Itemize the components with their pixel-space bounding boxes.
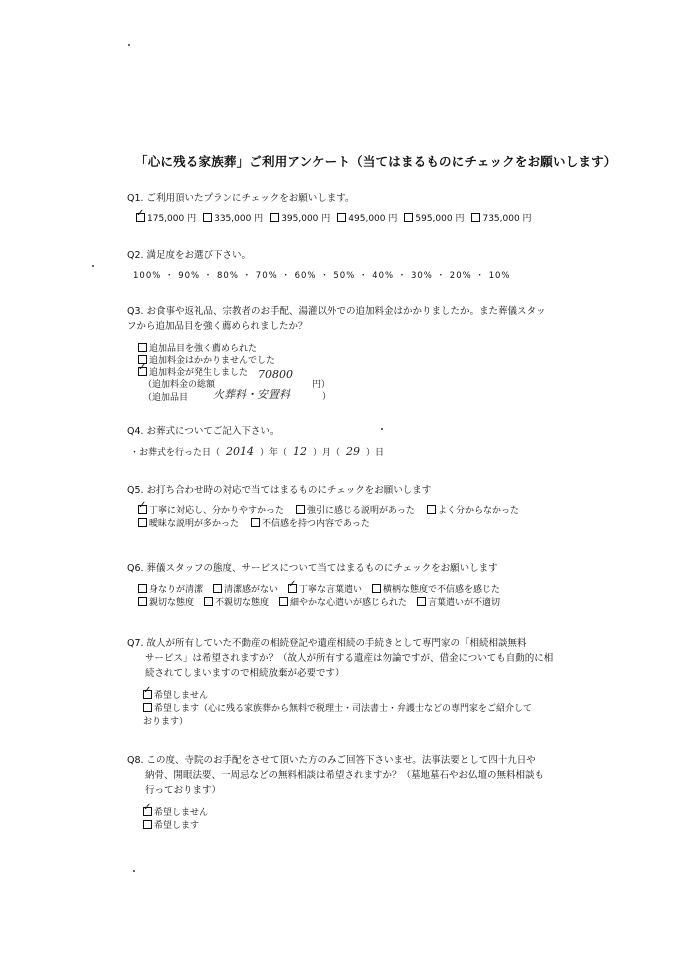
q1-option-1[interactable]: ✓ 175,000 円	[136, 211, 196, 224]
checkbox[interactable]	[296, 505, 305, 514]
checkbox[interactable]	[143, 703, 152, 712]
q4-question: Q4. お葬式についてご記入下さい。	[127, 426, 280, 437]
checkbox[interactable]	[138, 518, 147, 527]
checkbox[interactable]	[417, 597, 426, 606]
checkbox[interactable]	[337, 213, 346, 222]
q3-items-value[interactable]: 火葬料・安置料	[213, 388, 290, 401]
q7-option-2-line2: おります）	[143, 717, 189, 727]
scan-speck	[92, 265, 94, 267]
q6-option-4[interactable]: 横柄な態度で不信感を感じた	[372, 582, 500, 595]
checkbox-checked[interactable]	[143, 690, 152, 699]
checkbox[interactable]	[138, 584, 147, 593]
q6-option-7[interactable]: 細やかな心遣いが感じられた	[279, 595, 407, 608]
q6-option-3[interactable]: ✓ 丁寧な言葉遣い	[288, 582, 362, 595]
q7-question-line3: 続されてしまいますので相続放棄が必要です）	[145, 668, 345, 679]
q8-question-line1: Q8. この度、寺院のお手配をさせて頂いた方のみご回答下さいませ。法事法要として四十九日や	[127, 755, 536, 766]
scan-speck	[128, 44, 130, 46]
q3-question-line2: フから追加品目を強く薦められましたか？	[127, 321, 308, 332]
q1-options	[136, 211, 532, 224]
checkbox[interactable]	[471, 213, 480, 222]
q1-question: Q1. ご利用頂いたプランにチェックをお願いします。	[127, 193, 355, 204]
checkbox[interactable]	[372, 584, 381, 593]
q2-satisfaction-scale[interactable]: 100% ・ 90% ・ 80% ・ 70% ・ 60% ・ 50% ・ 40% ・ 30% ・ 20% ・ 10%	[133, 271, 511, 281]
scan-speck	[381, 428, 383, 430]
q8-question-line3: 行っております）	[145, 785, 222, 796]
checkbox[interactable]	[251, 518, 260, 527]
q5-question: Q5. お打ち合わせ時の対応で当てはまるものにチェックをお願いします	[127, 485, 432, 496]
q8-option-1[interactable]: ✓希望しません	[143, 805, 208, 818]
q7-option-2[interactable]: 希望します（心に残る家族葬から無料で税理士・司法書士・弁護士などの専門家をご紹介して	[143, 701, 532, 714]
q2-question: Q2. 満足度をお選び下さい。	[127, 250, 252, 261]
q3-option-3[interactable]: ✓追加料金が発生しました	[138, 365, 248, 378]
q1-option-4[interactable]: 495,000 円	[337, 211, 397, 224]
q6-option-5[interactable]: 親切な態度	[138, 595, 194, 608]
q4-year-value[interactable]: 2014	[226, 445, 255, 458]
q3-total-label: （追加料金の総額	[143, 380, 216, 390]
q7-option-1[interactable]: ✓希望しません	[143, 688, 208, 701]
checkbox-checked[interactable]	[143, 807, 152, 816]
q3-option-1[interactable]: 追加品目を強く薦められた	[138, 341, 257, 354]
checkbox[interactable]	[427, 505, 436, 514]
checkbox[interactable]	[279, 597, 288, 606]
q4-date-row	[130, 445, 384, 458]
checkbox[interactable]	[204, 597, 213, 606]
q7-question-line1: Q7. 故人が所有していた不動産の相続登記や遺産相続の手続きとして専門家の「相続相談無料	[127, 638, 527, 649]
q5-row1	[138, 503, 519, 516]
scan-speck	[133, 870, 135, 872]
q4-date-prefix: ・お葬式を行った日（	[130, 448, 221, 458]
survey-title: 「心に残る家族葬」ご利用アンケート（当てはまるものにチェックをお願いします）	[135, 154, 617, 169]
q3-total-unit: 円）	[312, 380, 331, 390]
q3-option-2[interactable]: 追加料金はかかりませんでした	[138, 353, 275, 366]
q5-option-3[interactable]: よく分からなかった	[427, 503, 519, 516]
q5-row2	[138, 516, 370, 529]
q4-day-value[interactable]: 29	[346, 445, 361, 458]
q5-option-2[interactable]: 強引に感じる説明があった	[296, 503, 415, 516]
q5-option-5[interactable]: 不信感を持つ内容であった	[251, 516, 370, 529]
checkbox[interactable]	[270, 213, 279, 222]
checkbox-checked[interactable]	[138, 367, 147, 376]
q6-option-6[interactable]: 不親切な態度	[204, 595, 269, 608]
q6-option-8[interactable]: 言葉遣いが不適切	[417, 595, 500, 608]
q7-question-line2: サービス」は希望されますか？（故人が所有する遺産は勿論ですが、借金についても自動的に相	[145, 653, 554, 664]
q6-question: Q6. 葬儀スタッフの態度、サービスについて当てはまるものにチェックをお願いします	[127, 563, 498, 574]
checkbox-checked[interactable]	[288, 584, 297, 593]
checkbox[interactable]	[203, 213, 212, 222]
q6-option-1[interactable]: 身なりが清潔	[138, 582, 203, 595]
q3-items-close: ）	[322, 392, 332, 402]
q3-items-label: （追加品目	[143, 393, 189, 403]
q3-question-line1: Q3. お食事や返礼品、宗教者のお手配、湯灌以外での追加料金はかかりましたか。また葬儀スタッ	[127, 306, 546, 317]
checkbox[interactable]	[213, 584, 222, 593]
q6-option-2[interactable]: 清潔感がない	[213, 582, 278, 595]
q1-option-5[interactable]: 595,000 円	[404, 211, 464, 224]
q5-option-1[interactable]: ✓ 丁寧に対応し、分かりやすかった	[138, 503, 284, 516]
q1-option-2[interactable]: 335,000 円	[203, 211, 263, 224]
q4-day-unit: ）日	[366, 448, 385, 458]
q8-option-2[interactable]: 希望します	[143, 818, 199, 831]
checkbox[interactable]	[143, 820, 152, 829]
q4-year-unit: ）年（	[260, 448, 288, 458]
checkbox[interactable]	[138, 597, 147, 606]
checkbox-checked[interactable]	[138, 505, 147, 514]
checkbox[interactable]	[138, 343, 147, 352]
checkbox-checked[interactable]	[136, 213, 145, 222]
checkbox[interactable]	[404, 213, 413, 222]
q5-option-4[interactable]: 曖昧な説明が多かった	[138, 516, 239, 529]
q3-total-value[interactable]: 70800	[258, 368, 293, 381]
q1-option-3[interactable]: 395,000 円	[270, 211, 330, 224]
q1-option-6[interactable]: 735,000 円	[471, 211, 531, 224]
q8-question-line2: 納骨、開眼法要、一周忌などの無料相談は希望されますか？（墓地墓石やお仏壇の無料相談も	[145, 770, 545, 781]
q4-month-value[interactable]: 12	[293, 445, 308, 458]
q4-month-unit: ）月（	[313, 448, 341, 458]
q6-row1	[138, 582, 500, 595]
q6-row2	[138, 595, 500, 608]
